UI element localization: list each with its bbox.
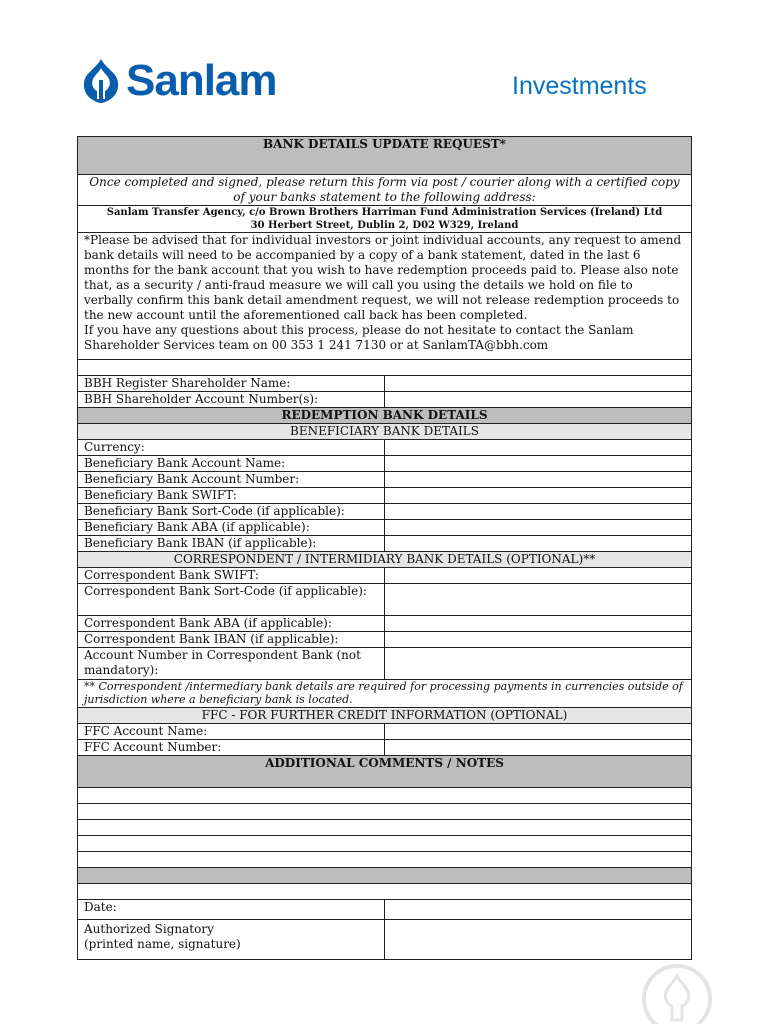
ffc-account-number-label: FFC Account Number: [78, 740, 385, 756]
beneficiary-account-name-label: Beneficiary Bank Account Name: [78, 456, 385, 472]
beneficiary-sort-code-field[interactable] [385, 504, 692, 520]
beneficiary-iban-field[interactable] [385, 536, 692, 552]
beneficiary-aba-label: Beneficiary Bank ABA (if applicable): [78, 520, 385, 536]
contact-info: If you have any questions about this process, please do not hesitate to contact the Sanlam Shareholder Services team on 00 353 1 241 7130 or at SanlamTA@bbh.com [84, 323, 634, 352]
beneficiary-account-number-field[interactable] [385, 472, 692, 488]
ffc-account-name-field[interactable] [385, 724, 692, 740]
form-title: BANK DETAILS UPDATE REQUEST* [78, 137, 692, 175]
divider-band [78, 868, 692, 884]
brand-name: Sanlam [126, 56, 277, 105]
correspondent-aba-field[interactable] [385, 616, 692, 632]
correspondent-iban-label: Correspondent Bank IBAN (if applicable): [78, 632, 385, 648]
ffc-heading: FFC - FOR FURTHER CREDIT INFORMATION (OPTIONAL) [78, 708, 692, 724]
beneficiary-account-name-field[interactable] [385, 456, 692, 472]
signatory-label-line-2: (printed name, signature) [84, 937, 241, 951]
comments-line[interactable] [78, 820, 692, 836]
date-field[interactable] [385, 900, 692, 920]
sanlam-shield-icon [82, 58, 120, 104]
correspondent-note: ** Correspondent /intermediary bank details are required for processing payments in currencies outside of jurisdiction where a beneficiary bank is located. [78, 680, 692, 708]
address-line-2: 30 Herbert Street, Dublin 2, D02 W329, Ireland [250, 220, 519, 231]
amendment-notice: *Please be advised that for individual investors or joint individual accounts, any request to amend bank details will need to be accompanied by a copy of a bank statement, dated in the last 6 months for the bank account that you wish to have redemption proceeds paid to. Please also note that, as a security / anti-fraud measure we will call you using the details we hold on file to verbally confirm this bank detail amendment request, we will not release redemption proceeds to the new account until the aforementioned call back has been completed. [84, 233, 682, 322]
spacer-row [78, 360, 692, 376]
address-line-1: Sanlam Transfer Agency, c/o Brown Brothers Harriman Fund Administration Services (Ireland) Ltd [106, 207, 663, 218]
sanlam-watermark-icon [640, 962, 714, 1024]
signatory-label-line-1: Authorized Signatory [84, 922, 214, 936]
return-address [78, 206, 692, 233]
beneficiary-heading: BENEFICIARY BANK DETAILS [78, 424, 692, 440]
currency-field[interactable] [385, 440, 692, 456]
date-label: Date: [78, 900, 385, 920]
spacer-row [78, 884, 692, 900]
notice-cell [78, 233, 692, 360]
shareholder-account-label: BBH Shareholder Account Number(s): [78, 392, 385, 408]
correspondent-heading: CORRESPONDENT / INTERMIDIARY BANK DETAILS (OPTIONAL)** [78, 552, 692, 568]
correspondent-sort-code-label: Correspondent Bank Sort-Code (if applicable): [78, 584, 385, 616]
correspondent-account-number-field[interactable] [385, 648, 692, 680]
beneficiary-swift-label: Beneficiary Bank SWIFT: [78, 488, 385, 504]
comments-line[interactable] [78, 804, 692, 820]
shareholder-account-field[interactable] [385, 392, 692, 408]
beneficiary-aba-field[interactable] [385, 520, 692, 536]
beneficiary-iban-label: Beneficiary Bank IBAN (if applicable): [78, 536, 385, 552]
ffc-account-name-label: FFC Account Name: [78, 724, 385, 740]
comments-line[interactable] [78, 788, 692, 804]
shareholder-name-label: BBH Register Shareholder Name: [78, 376, 385, 392]
currency-label: Currency: [78, 440, 385, 456]
correspondent-aba-label: Correspondent Bank ABA (if applicable): [78, 616, 385, 632]
signatory-label [78, 920, 385, 960]
correspondent-sort-code-field[interactable] [385, 584, 692, 616]
comments-line[interactable] [78, 852, 692, 868]
beneficiary-sort-code-label: Beneficiary Bank Sort-Code (if applicable): [78, 504, 385, 520]
comments-line[interactable] [78, 836, 692, 852]
beneficiary-account-number-label: Beneficiary Bank Account Number: [78, 472, 385, 488]
shareholder-name-field[interactable] [385, 376, 692, 392]
return-instructions: Once completed and signed, please return this form via post / courier along with a certified copy of your banks statement to the following address: [78, 175, 692, 206]
correspondent-swift-label: Correspondent Bank SWIFT: [78, 568, 385, 584]
redemption-heading: REDEMPTION BANK DETAILS [78, 408, 692, 424]
correspondent-iban-field[interactable] [385, 632, 692, 648]
beneficiary-swift-field[interactable] [385, 488, 692, 504]
bank-details-form [77, 136, 692, 960]
sanlam-logo [82, 56, 277, 106]
correspondent-swift-field[interactable] [385, 568, 692, 584]
division-name: Investments [512, 72, 647, 100]
signature-field[interactable] [385, 920, 692, 960]
ffc-account-number-field[interactable] [385, 740, 692, 756]
comments-heading: ADDITIONAL COMMENTS / NOTES [78, 756, 692, 788]
correspondent-account-number-label: Account Number in Correspondent Bank (not mandatory): [78, 648, 385, 680]
